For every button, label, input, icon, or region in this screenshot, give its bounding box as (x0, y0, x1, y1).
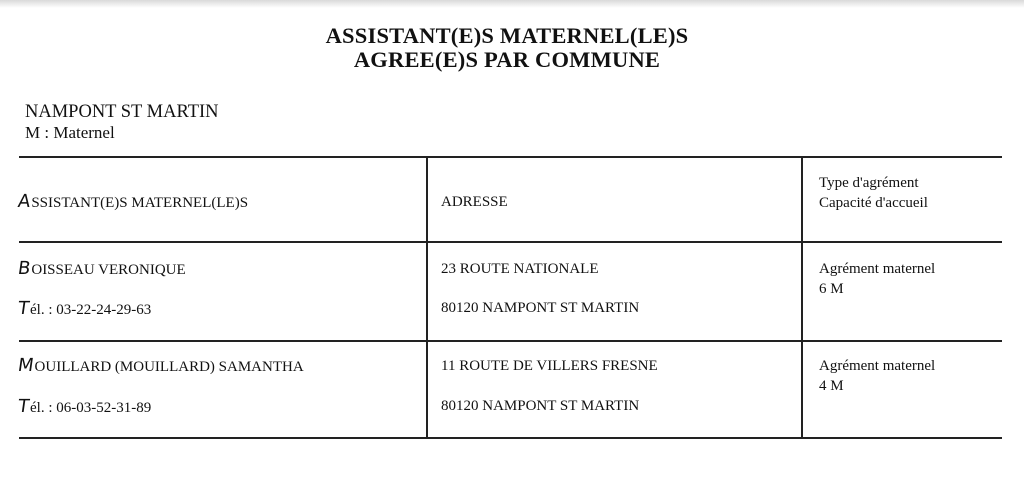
header-type-agrement: Type d'agrément (819, 175, 919, 191)
row-2-tel (18, 397, 151, 418)
row-2-capacite: 4 M (819, 378, 844, 394)
row-1-name-initial: B (16, 258, 32, 279)
row-2-address-line-1: 11 ROUTE DE VILLERS FRESNE (441, 358, 658, 374)
row-1-address-line-2: 80120 NAMPONT ST MARTIN (441, 300, 640, 316)
row-2-name-rest: OUILLARD (MOUILLARD) SAMANTHA (34, 359, 304, 375)
row-1-tel-initial: T (16, 298, 31, 319)
header-adresse: ADRESSE (441, 194, 508, 210)
document-title (0, 24, 1014, 72)
header-assistant (18, 192, 248, 213)
row-1-tel-rest: él. : 03-22-24-29-63 (30, 302, 152, 318)
column-divider-2 (801, 157, 803, 438)
row-2-name-initial: M (16, 355, 36, 376)
row-1-tel (18, 299, 151, 320)
row-2-tel-initial: T (16, 396, 31, 417)
row-1-agrement-type: Agrément maternel (819, 261, 936, 277)
column-divider-1 (426, 157, 428, 438)
header-assistant-initial: A (16, 191, 32, 212)
header-assistant-label: SSISTANT(E)S MATERNEL(LE)S (31, 195, 249, 211)
row-1-capacite: 6 M (819, 281, 844, 297)
row-2-address-line-2: 80120 NAMPONT ST MARTIN (441, 398, 640, 414)
scan-edge-shadow (0, 0, 1024, 8)
row-1-name (18, 259, 186, 280)
row-2-agrement-type: Agrément maternel (819, 358, 936, 374)
legend-text: M : Maternel (25, 123, 115, 142)
title-line-2: AGREE(E)S PAR COMMUNE (353, 47, 661, 72)
table-top-border (19, 156, 1002, 158)
title-line-1: ASSISTANT(E)S MATERNEL(LE)S (325, 23, 689, 48)
header-capacite-accueil: Capacité d'accueil (819, 195, 928, 211)
header-type-capacite (819, 173, 928, 213)
header-bottom-border (19, 241, 1002, 243)
row-2-name (18, 356, 304, 377)
row-1-address-line-1: 23 ROUTE NATIONALE (441, 261, 599, 277)
row-1-agrement (819, 259, 935, 299)
row-2-tel-rest: él. : 06-03-52-31-89 (30, 400, 152, 416)
row-2-agrement (819, 356, 935, 396)
row-divider (19, 340, 1002, 342)
row-1-name-rest: OISSEAU VERONIQUE (31, 262, 186, 278)
table-bottom-border (19, 437, 1002, 439)
commune-name: NAMPONT ST MARTIN (25, 102, 219, 122)
